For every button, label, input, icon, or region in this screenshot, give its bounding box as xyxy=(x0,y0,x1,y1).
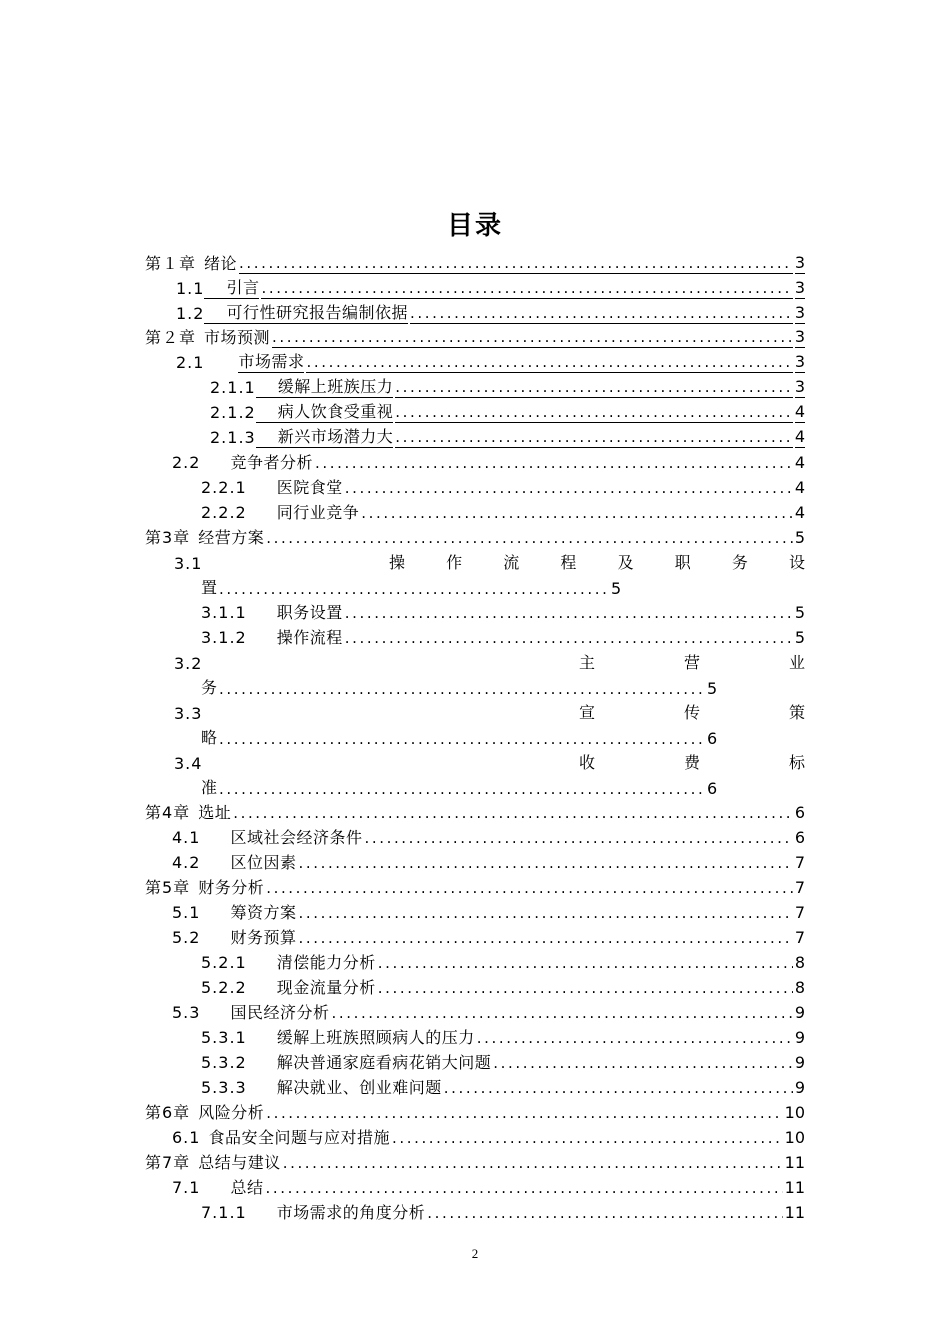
toc-entry-text: 解决普通家庭看病花销大问题 xyxy=(276,1053,492,1072)
toc-entry-number: 2.2.2 xyxy=(201,503,247,522)
toc-entry-5-3-2[interactable] xyxy=(201,1049,805,1073)
toc-entry-6-1[interactable] xyxy=(172,1124,805,1148)
toc-entry-text-char: 业 xyxy=(788,653,805,672)
toc-entry-number: 第5章 xyxy=(145,878,191,897)
toc-entry-text: 操作流程 xyxy=(276,628,343,647)
toc-entry-3-1-2[interactable] xyxy=(201,624,805,648)
toc-entry-text-char: 主 xyxy=(579,653,596,672)
toc-entry-number: 4.2 xyxy=(172,853,201,872)
toc-entry-page: 3 xyxy=(794,303,805,322)
toc-entry-2-2-1[interactable] xyxy=(201,474,805,498)
toc-entry-text: 国民经济分析 xyxy=(230,1003,330,1022)
toc-entry-7-1[interactable] xyxy=(172,1174,805,1198)
toc-entry-ch3[interactable] xyxy=(145,524,805,548)
toc-entry-text: 缓解上班族照顾病人的压力 xyxy=(276,1028,475,1047)
toc-entry-number: 5.1 xyxy=(172,903,201,922)
toc-entry-text: 总结 xyxy=(230,1178,264,1197)
toc-entry-page: 9 xyxy=(794,1003,805,1022)
toc-entry-ch1[interactable] xyxy=(145,250,805,274)
toc-entry-page: 5 xyxy=(707,679,718,698)
toc-entry-1-1[interactable] xyxy=(176,275,805,299)
toc-title: 目录 xyxy=(446,211,503,241)
toc-entry-4-1[interactable] xyxy=(172,824,805,848)
toc-entry-page: 7 xyxy=(794,878,805,897)
toc-entry-page: 7 xyxy=(794,928,805,947)
toc-entry-page: 4 xyxy=(794,402,805,421)
toc-entry-5-2-1[interactable] xyxy=(201,949,805,973)
toc-entry-text-char: 务 xyxy=(731,553,748,572)
toc-entry-number: 5.3.3 xyxy=(201,1078,247,1097)
toc-entry-text: 竞争者分析 xyxy=(230,453,313,472)
toc-entry-3-1-cont[interactable] xyxy=(201,574,621,598)
toc-entry-text: 可行性研究报告编制依据 xyxy=(226,303,408,322)
toc-entry-2-1-3[interactable] xyxy=(210,424,805,448)
toc-entry-5-1[interactable] xyxy=(172,899,805,923)
toc-entry-number: 第3章 xyxy=(145,528,191,547)
toc-entry-ch2[interactable] xyxy=(145,324,805,348)
toc-entry-number: 3.2 xyxy=(174,654,203,673)
toc-entry-text: 解决就业、创业难问题 xyxy=(276,1078,442,1097)
toc-entry-page: 5 xyxy=(794,528,805,547)
toc-entry-text-char: 设 xyxy=(788,553,805,572)
toc-entry-page: 5 xyxy=(611,579,622,598)
toc-entry-text: 食品安全问题与应对措施 xyxy=(208,1128,390,1147)
toc-entry-page: 11 xyxy=(784,1178,805,1197)
toc-entry-text: 缓解上班族压力 xyxy=(277,377,394,396)
toc-entry-number: 2.1.1 xyxy=(210,378,256,397)
toc-entry-number: 2.2.1 xyxy=(201,478,247,497)
toc-entry-1-2[interactable] xyxy=(176,300,805,324)
toc-entry-number: 第6章 xyxy=(145,1103,191,1122)
toc-entry-7-1-1[interactable] xyxy=(201,1199,805,1223)
toc-entry-text: 区域社会经济条件 xyxy=(230,828,363,847)
toc-entry-text-char: 营 xyxy=(683,653,700,672)
toc-entry-page: 7 xyxy=(794,853,805,872)
toc-entry-text-char: 作 xyxy=(446,553,463,572)
toc-entry-text-char: 置 xyxy=(201,578,218,597)
toc-entry-text-char: 标 xyxy=(788,753,805,772)
toc-entry-ch7[interactable] xyxy=(145,1149,805,1173)
toc-entry-text: 清偿能力分析 xyxy=(276,953,376,972)
toc-entry-2-2[interactable] xyxy=(172,449,805,473)
toc-entry-text-char: 宣 xyxy=(579,703,596,722)
toc-entry-number: 5.3 xyxy=(172,1003,201,1022)
toc-entry-number: 5.2 xyxy=(172,928,201,947)
toc-entry-page: 6 xyxy=(707,779,718,798)
toc-entry-text: 现金流量分析 xyxy=(276,978,376,997)
toc-entry-text: 选址 xyxy=(198,803,232,822)
toc-entry-4-2[interactable] xyxy=(172,849,805,873)
toc-entry-number: 第7章 xyxy=(145,1153,191,1172)
toc-entry-page: 8 xyxy=(794,978,805,997)
toc-entry-page: 6 xyxy=(707,729,718,748)
toc-entry-number: 3.4 xyxy=(174,754,203,773)
toc-entry-text-char: 操 xyxy=(389,553,406,572)
toc-entry-page: 8 xyxy=(794,953,805,972)
toc-entry-page: 5 xyxy=(794,628,805,647)
toc-entry-page: 6 xyxy=(794,803,805,822)
toc-entry-3-1-1[interactable] xyxy=(201,599,805,623)
toc-entry-ch4[interactable] xyxy=(145,799,805,823)
toc-entry-3-3-cont[interactable] xyxy=(201,724,717,748)
toc-entry-text: 同行业竞争 xyxy=(276,503,360,522)
toc-entry-number: 5.2.1 xyxy=(201,953,247,972)
toc-entry-number: 2.1.2 xyxy=(210,403,256,422)
toc-entry-text: 医院食堂 xyxy=(276,478,343,497)
toc-entry-number: 3.1.2 xyxy=(201,628,247,647)
toc-entry-page: 10 xyxy=(784,1128,805,1147)
toc-entry-number: 2.2 xyxy=(172,453,201,472)
toc-entry-ch6[interactable] xyxy=(145,1099,805,1123)
toc-entry-number: 3.1 xyxy=(174,554,203,573)
toc-entry-3-4[interactable] xyxy=(174,749,805,773)
toc-entry-page: 9 xyxy=(794,1028,805,1047)
toc-entry-number: 7.1.1 xyxy=(201,1203,247,1222)
toc-entry-page: 10 xyxy=(784,1103,805,1122)
toc-entry-text: 经营方案 xyxy=(198,528,265,547)
toc-entry-5-2-2[interactable] xyxy=(201,974,805,998)
toc-entry-text: 总结与建议 xyxy=(198,1153,281,1172)
toc-entry-text-char: 传 xyxy=(683,703,700,722)
toc-entry-page: 3 xyxy=(794,327,805,346)
toc-entry-page: 4 xyxy=(794,503,805,522)
toc-entry-text: 市场需求的角度分析 xyxy=(276,1203,426,1222)
toc-entry-text: 引言 xyxy=(226,278,260,297)
toc-entry-2-1-1[interactable] xyxy=(210,374,805,398)
toc-entry-3-1[interactable] xyxy=(174,549,805,573)
toc-entry-text: 财务分析 xyxy=(198,878,265,897)
toc-entry-text: 财务预算 xyxy=(230,928,297,947)
toc-entry-number: 3.1.1 xyxy=(201,603,247,622)
toc-entry-3-3[interactable] xyxy=(174,699,805,723)
toc-entry-page: 3 xyxy=(794,253,805,272)
toc-entry-text-char: 职 xyxy=(674,553,691,572)
toc-entry-text-char: 策 xyxy=(788,703,805,722)
page-number: 2 xyxy=(471,1246,479,1261)
toc-entry-text: 市场预测 xyxy=(204,328,271,347)
toc-entry-page: 4 xyxy=(794,478,805,497)
toc-entry-number: 2.1.3 xyxy=(210,428,256,447)
toc-entry-3-2-cont[interactable] xyxy=(201,674,717,698)
toc-entry-page: 4 xyxy=(794,453,805,472)
toc-entry-text-char: 程 xyxy=(560,553,577,572)
toc-entry-text: 新兴市场潜力大 xyxy=(277,427,394,446)
toc-entry-page: 11 xyxy=(784,1153,805,1172)
toc-entry-number: 第２章 xyxy=(145,328,197,347)
toc-entry-5-3-3[interactable] xyxy=(201,1074,805,1098)
toc-entry-page: 6 xyxy=(794,828,805,847)
toc-entry-text-char: 略 xyxy=(201,728,218,747)
toc-entry-text: 市场需求 xyxy=(238,352,305,371)
toc-entry-number: 1.2 xyxy=(176,304,205,323)
toc-entry-number: 1.1 xyxy=(176,279,205,298)
toc-entry-2-1-2[interactable] xyxy=(210,399,805,423)
toc-entry-number: 第4章 xyxy=(145,803,191,822)
toc-entry-page: 11 xyxy=(784,1203,805,1222)
toc-entry-number: 5.3.1 xyxy=(201,1028,247,1047)
toc-entry-page: 3 xyxy=(794,278,805,297)
toc-entry-number: 5.3.2 xyxy=(201,1053,247,1072)
toc-entry-number: 3.3 xyxy=(174,704,203,723)
toc-entry-text: 风险分析 xyxy=(198,1103,265,1122)
toc-entry-page: 9 xyxy=(794,1053,805,1072)
toc-entry-text: 筹资方案 xyxy=(230,903,297,922)
toc-entry-2-1[interactable] xyxy=(176,349,805,373)
toc-entry-number: 6.1 xyxy=(172,1128,201,1147)
toc-entry-page: 7 xyxy=(794,903,805,922)
toc-entry-number: 4.1 xyxy=(172,828,201,847)
toc-entry-ch5[interactable] xyxy=(145,874,805,898)
toc-entry-page: 3 xyxy=(794,377,805,396)
toc-entry-page: 4 xyxy=(794,427,805,446)
toc-entry-text: 区位因素 xyxy=(230,853,297,872)
toc-entry-text-char: 收 xyxy=(579,753,596,772)
toc-entry-text-char: 务 xyxy=(201,678,218,697)
toc-entry-text-char: 及 xyxy=(617,553,634,572)
toc-entry-page: 9 xyxy=(794,1078,805,1097)
toc-entry-3-2[interactable] xyxy=(174,649,805,673)
toc-entry-page: 3 xyxy=(794,352,805,371)
toc-entry-number: 7.1 xyxy=(172,1178,201,1197)
toc-entry-text-char: 流 xyxy=(503,553,520,572)
toc-entry-page: 5 xyxy=(794,603,805,622)
toc-entry-5-2[interactable] xyxy=(172,924,805,948)
toc-entry-text: 病人饮食受重视 xyxy=(277,402,394,421)
toc-entry-2-2-2[interactable] xyxy=(201,499,805,523)
toc-entry-5-3[interactable] xyxy=(172,999,805,1023)
toc-entry-number: 5.2.2 xyxy=(201,978,247,997)
toc-entry-text: 绪论 xyxy=(204,254,238,273)
toc-entry-number: 2.1 xyxy=(176,353,205,372)
toc-entry-text-char: 费 xyxy=(683,753,700,772)
toc-entry-5-3-1[interactable] xyxy=(201,1024,805,1048)
toc-entry-number: 第１章 xyxy=(145,254,197,273)
toc-entry-text-char: 准 xyxy=(201,778,218,797)
toc-entry-3-4-cont[interactable] xyxy=(201,774,717,798)
toc-entry-text: 职务设置 xyxy=(276,603,343,622)
